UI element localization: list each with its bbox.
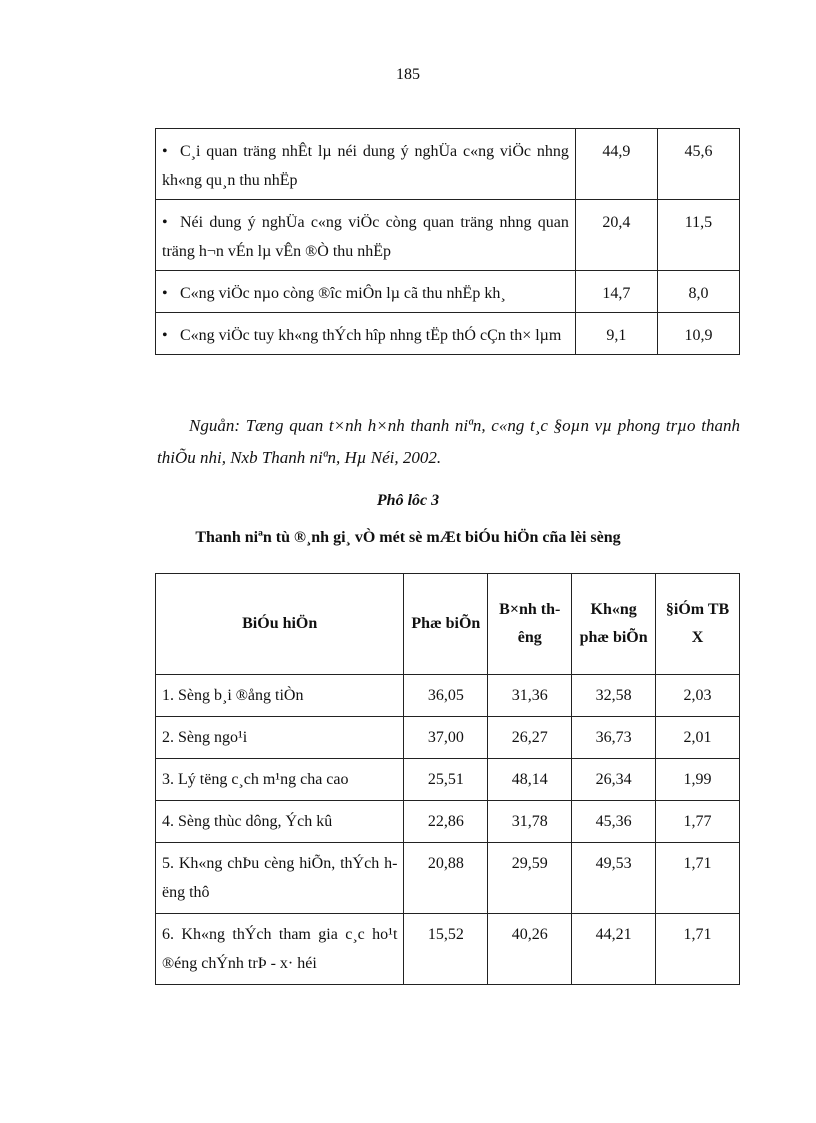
- opinion-table: [155, 128, 740, 355]
- value-cell: 36,73: [572, 717, 656, 759]
- page-number: 185: [396, 66, 420, 83]
- value-cell: 14,7: [575, 271, 657, 313]
- value-cell: 20,88: [404, 843, 488, 914]
- row-text: • Néi dung ý nghÜa c«ng viÖc còng quan träng nhng quan träng h¬n vÉn lµ vÊn ®Ò thu nhËp: [156, 200, 576, 271]
- table-row: [156, 801, 740, 843]
- value-cell: 26,27: [488, 717, 572, 759]
- row-label: 5. Kh«ng chÞu cèng hiÕn, thÝch hëng thô: [156, 843, 404, 914]
- table-row: [156, 759, 740, 801]
- value-cell: 32,58: [572, 675, 656, 717]
- value-cell: 2,01: [656, 717, 740, 759]
- bullet-icon: •: [162, 285, 168, 302]
- bullet-icon: •: [162, 143, 168, 160]
- table-row: [156, 271, 740, 313]
- value-cell: 8,0: [657, 271, 739, 313]
- value-cell: 1,71: [656, 843, 740, 914]
- row-text: • C«ng viÖc tuy kh«ng thÝch hîp nhng tËp thÓ cÇn th× lµm: [156, 313, 576, 355]
- value-cell: 31,36: [488, 675, 572, 717]
- value-cell: 1,99: [656, 759, 740, 801]
- row-label: 6. Kh«ng thÝch tham gia c¸c ho¹t ®éng chÝnh trÞ - x· héi: [156, 914, 404, 985]
- row-text: • C¸i quan träng nhÊt lµ néi dung ý nghÜa c«ng viÖc nhng kh«ng qu¸n thu nhËp: [156, 129, 576, 200]
- table-row: [156, 675, 740, 717]
- value-cell: 2,03: [656, 675, 740, 717]
- table-row: [156, 313, 740, 355]
- row-label: 3. Lý tëng c¸ch m¹ng cha cao: [156, 759, 404, 801]
- value-cell: 31,78: [488, 801, 572, 843]
- appendix-title: Phô lôc 3: [376, 492, 440, 509]
- row-label: 2. Sèng ngo¹i: [156, 717, 404, 759]
- header-common: Phæ biÕn: [404, 574, 488, 675]
- header-normal: B×nh thêng: [488, 574, 572, 675]
- value-cell: 20,4: [575, 200, 657, 271]
- row-label: 4. Sèng thùc dông, Ých kû: [156, 801, 404, 843]
- value-cell: 25,51: [404, 759, 488, 801]
- bullet-icon: •: [162, 214, 168, 231]
- value-cell: 11,5: [657, 200, 739, 271]
- table-row: [156, 914, 740, 985]
- row-text: • C«ng viÖc nµo còng ®îc miÔn lµ cã thu nhËp kh¸: [156, 271, 576, 313]
- header-average: §iÓm TB X: [656, 574, 740, 675]
- header-uncommon: Kh«ng phæ biÕn: [572, 574, 656, 675]
- value-cell: 48,14: [488, 759, 572, 801]
- value-cell: 9,1: [575, 313, 657, 355]
- bullet-icon: •: [162, 327, 168, 344]
- table-row: [156, 129, 740, 200]
- lifestyle-table: [155, 573, 740, 985]
- row-label: 1. Sèng b¸i ®ång tiÒn: [156, 675, 404, 717]
- table-caption: Thanh niªn tù ®¸nh gi¸ vÒ mét sè mÆt biÓu hiÖn cña lèi sèng: [195, 529, 621, 546]
- value-cell: 26,34: [572, 759, 656, 801]
- table-row: [156, 717, 740, 759]
- header-row: [156, 574, 740, 675]
- source-note: Nguån: Tæng quan t×nh h×nh thanh niªn, c«ng t¸c §oµn vµ phong trµo thanh thiÕu nhi, Nxb Thanh niªn, Hµ Néi, 2002.: [157, 416, 740, 467]
- header-label: BiÓu hiÖn: [156, 574, 404, 675]
- value-cell: 44,9: [575, 129, 657, 200]
- value-cell: 45,6: [657, 129, 739, 200]
- value-cell: 37,00: [404, 717, 488, 759]
- value-cell: 45,36: [572, 801, 656, 843]
- value-cell: 22,86: [404, 801, 488, 843]
- value-cell: 10,9: [657, 313, 739, 355]
- value-cell: 44,21: [572, 914, 656, 985]
- value-cell: 15,52: [404, 914, 488, 985]
- value-cell: 49,53: [572, 843, 656, 914]
- value-cell: 1,77: [656, 801, 740, 843]
- value-cell: 36,05: [404, 675, 488, 717]
- table-row: [156, 843, 740, 914]
- table-row: [156, 200, 740, 271]
- value-cell: 40,26: [488, 914, 572, 985]
- value-cell: 1,71: [656, 914, 740, 985]
- value-cell: 29,59: [488, 843, 572, 914]
